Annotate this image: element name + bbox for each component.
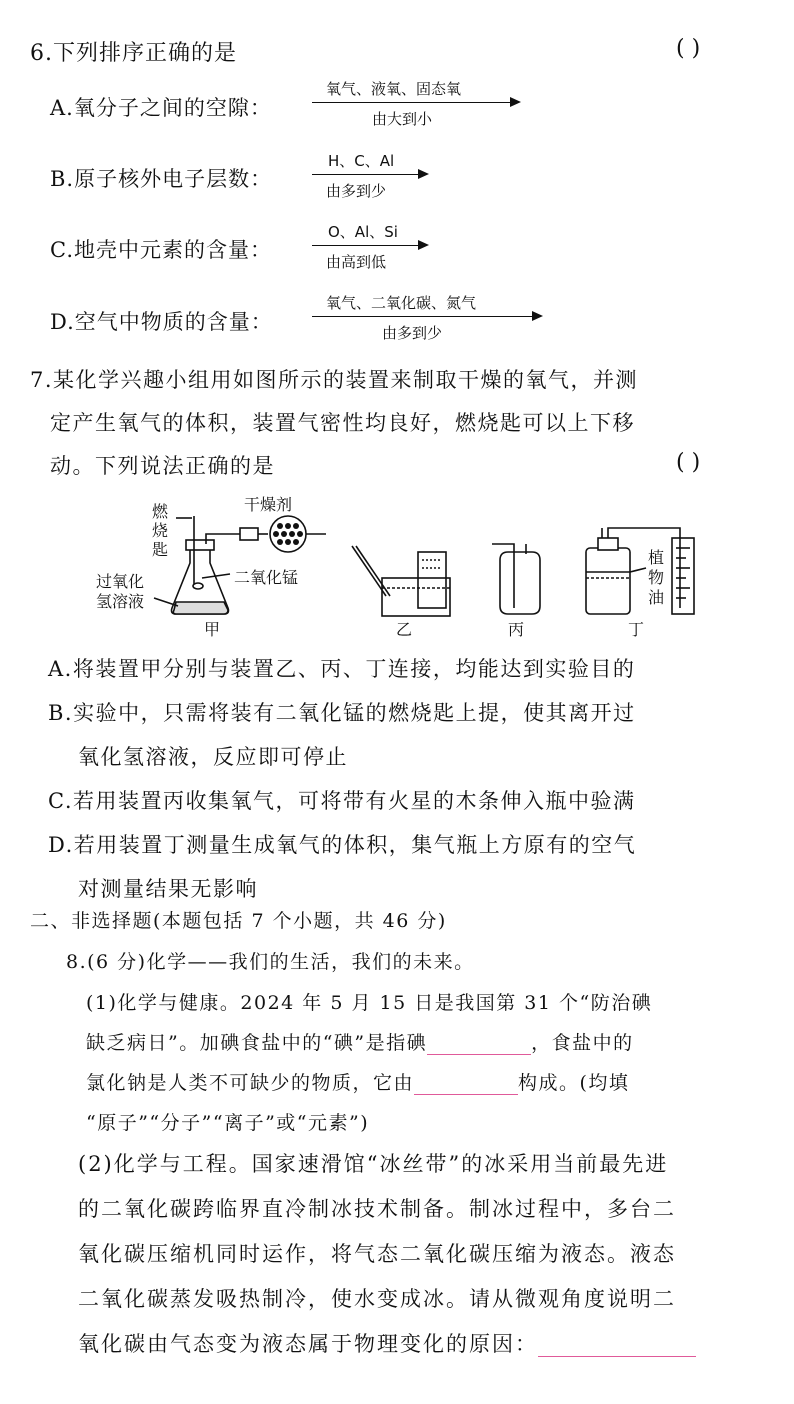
h2o2-label-line: 氢溶液 — [96, 592, 145, 611]
q7-option-b-line1: B.实验中，只需将装有二氧化锰的燃烧匙上提，使其离开过 — [48, 701, 636, 725]
arrow-head-icon — [532, 311, 543, 321]
q7-option-b-line2: 氧化氢溶液，反应即可停止 — [78, 745, 348, 769]
answer-blank-2[interactable] — [414, 1072, 518, 1095]
oil-label-char: 植 — [648, 548, 665, 567]
q8-part2-line2: 的二氧化碳跨临界直冷制冰技术制备。制冰过程中，多台二 — [78, 1197, 676, 1221]
q8-part2-line5-text: 氧化碳由气态变为液态属于物理变化的原因： — [78, 1332, 538, 1356]
q6-stem: 6.下列排序正确的是 — [30, 41, 237, 66]
answer-blank-3[interactable] — [538, 1332, 696, 1357]
q6-option-a-arrow — [312, 78, 522, 128]
arrow-top-label: 氧气、二氧化碳、氮气 — [326, 294, 477, 312]
q6-answer-paren: ( ) — [676, 36, 701, 61]
arrow-bottom-label: 由高到低 — [326, 253, 387, 271]
arrow-top-label: 氧气、液氧、固态氧 — [326, 80, 462, 98]
q7-answer-paren: ( ) — [676, 450, 701, 475]
spoon-label-char: 燃 — [152, 502, 169, 521]
arrow-line — [312, 174, 420, 175]
q8-stem: 8.(6 分)化学——我们的生活，我们的未来。 — [66, 951, 475, 973]
q8-part1-line3 — [86, 1068, 629, 1095]
q7-option-d-line2: 对测量结果无影响 — [78, 877, 258, 901]
manganese-dioxide-label: 二氧化锰 — [234, 568, 299, 587]
arrow-top-label: H、C、Al — [328, 152, 395, 170]
arrow-bottom-label: 由大到小 — [372, 110, 433, 128]
arrow-bottom-label: 由多到少 — [326, 182, 387, 200]
q6-option-b-arrow — [312, 150, 432, 200]
q7-option-d-line1: D.若用装置丁测量生成氧气的体积，集气瓶上方原有的空气 — [48, 833, 637, 857]
arrow-head-icon — [510, 97, 521, 107]
h2o2-label-line: 过氧化 — [96, 572, 145, 591]
arrow-line — [312, 245, 420, 246]
q8-part2-line3: 氧化碳压缩机同时运作，将气态二氧化碳压缩为液态。液态 — [78, 1242, 676, 1266]
oil-label-char: 物 — [648, 568, 665, 587]
vegetable-oil-label — [648, 548, 664, 608]
q6-option-c: C.地壳中元素的含量： — [50, 238, 272, 262]
q8-part1-line2 — [86, 1028, 634, 1055]
arrow-line — [312, 316, 534, 317]
q8-part1-line1: (1)化学与健康。2024 年 5 月 15 日是我国第 31 个“防治碘 — [86, 992, 653, 1014]
caption-bing: 丙 — [508, 620, 525, 639]
q8-part1-line3-text: 氯化钠是人类不可缺少的物质，它由 — [86, 1072, 415, 1094]
q8-part2-line4: 二氧化碳蒸发吸热制冷，使水变成冰。请从微观角度说明二 — [78, 1287, 676, 1311]
q8-part1-line4: “原子”“分子”“离子”或“元素”) — [86, 1112, 370, 1134]
desiccant-label: 干燥剂 — [244, 495, 293, 514]
arrow-head-icon — [418, 169, 429, 179]
answer-blank-1[interactable] — [427, 1032, 531, 1055]
q6-option-b: B.原子核外电子层数： — [50, 167, 273, 191]
q6-option-c-arrow — [312, 221, 432, 271]
hydrogen-peroxide-label — [96, 572, 144, 612]
caption-jia: 甲 — [204, 620, 221, 639]
spoon-label — [152, 502, 168, 559]
q7-stem-line3: 动。下列说法正确的是 — [50, 454, 275, 478]
spoon-label-char: 烧 — [152, 521, 169, 540]
section-2-heading: 二、非选择题(本题包括 7 个小题，共 46 分) — [30, 910, 447, 932]
oil-label-char: 油 — [648, 588, 665, 607]
q7-option-a: A.将装置甲分别与装置乙、丙、丁连接，均能达到实验目的 — [48, 657, 636, 681]
arrow-top-label: O、Al、Si — [328, 223, 398, 241]
arrow-line — [312, 102, 512, 103]
q7-stem-line2: 定产生氧气的体积，装置气密性均良好，燃烧匙可以上下移 — [50, 411, 635, 435]
spoon-label-char: 匙 — [152, 540, 169, 559]
q8-part1-line2-text: 缺乏病日”。加碘食盐中的“碘”是指碘 — [86, 1032, 428, 1054]
measuring-apparatus-ding — [586, 528, 694, 614]
collection-bottle-apparatus-bing — [492, 544, 540, 614]
q6-option-a: A.氧分子之间的空隙： — [50, 96, 272, 120]
caption-ding: 丁 — [628, 620, 645, 639]
q6-option-d-arrow — [312, 292, 547, 342]
q8-part2-line5 — [78, 1328, 696, 1358]
arrow-head-icon — [418, 240, 429, 250]
q6-option-d: D.空气中物质的含量： — [50, 310, 273, 334]
q7-stem-line1: 7.某化学兴趣小组用如图所示的装置来制取干燥的氧气，并测 — [30, 368, 639, 392]
water-trough-apparatus-yi — [352, 546, 450, 616]
q7-option-c: C.若用装置丙收集氧气，可将带有火星的木条伸入瓶中验满 — [48, 789, 636, 813]
q8-part2-line1: (2)化学与工程。国家速滑馆“冰丝带”的冰采用当前最先进 — [78, 1152, 669, 1176]
q8-part1-line3-tail: 构成。(均填 — [518, 1072, 630, 1094]
arrow-bottom-label: 由多到少 — [382, 324, 443, 342]
caption-yi: 乙 — [396, 620, 413, 639]
q8-part1-line2-tail: ，食盐中的 — [531, 1032, 634, 1054]
